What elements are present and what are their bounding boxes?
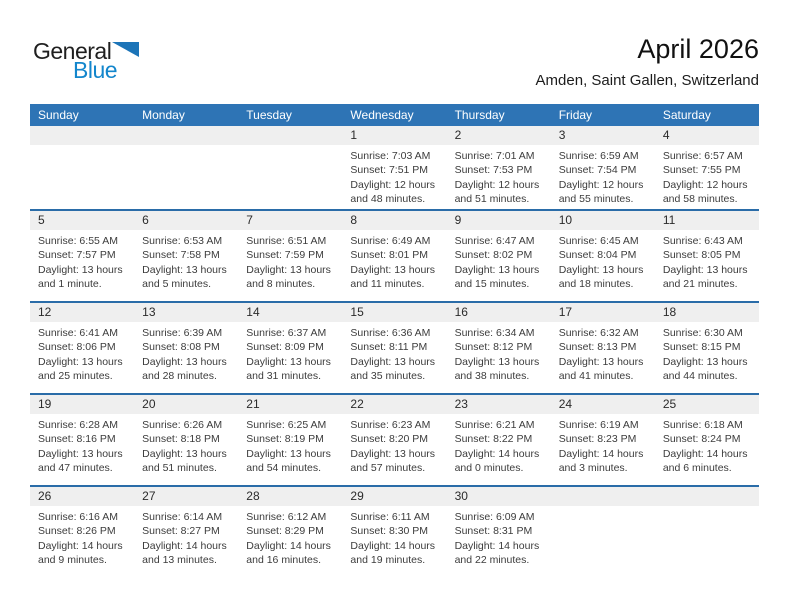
daylight-hours-text: Daylight: 14 hours [454, 539, 540, 552]
daylight-hours-text: Daylight: 14 hours [454, 447, 540, 460]
daylight-minutes-text: and 15 minutes. [454, 278, 530, 291]
daylight-minutes-text: and 35 minutes. [350, 370, 426, 383]
sunrise-text: Sunrise: 6:12 AM [246, 511, 327, 523]
sunrise-text: Sunrise: 6:32 AM [558, 327, 639, 339]
day-number: 30 [447, 487, 551, 506]
daylight-hours-text: Daylight: 12 hours [558, 178, 644, 191]
day-number: 29 [342, 487, 446, 506]
sunset-text: Sunset: 7:53 PM [454, 164, 533, 177]
daylight-hours-text: Daylight: 13 hours [350, 447, 436, 460]
day-cell [447, 211, 551, 301]
day-cell [238, 487, 342, 577]
day-cell [30, 395, 134, 485]
sunset-text: Sunset: 8:04 PM [558, 249, 637, 262]
daylight-hours-text: Daylight: 13 hours [350, 263, 436, 276]
day-number: 13 [134, 303, 238, 322]
day-number: 12 [30, 303, 134, 322]
daylight-hours-text: Daylight: 13 hours [246, 447, 331, 460]
daylight-minutes-text: and 6 minutes. [662, 462, 732, 475]
day-number: 2 [447, 126, 551, 145]
daylight-minutes-text: and 58 minutes. [662, 193, 738, 206]
sunrise-text: Sunrise: 6:21 AM [454, 419, 535, 431]
sunrise-text: Sunrise: 6:09 AM [454, 511, 535, 523]
sunrise-text: Sunrise: 6:14 AM [142, 511, 223, 523]
daylight-minutes-text: and 54 minutes. [246, 462, 321, 475]
day-number: 5 [30, 211, 134, 230]
daylight-hours-text: Daylight: 13 hours [142, 263, 227, 276]
daylight-hours-text: Daylight: 13 hours [38, 355, 123, 368]
day-cell [134, 395, 238, 485]
sunset-text: Sunset: 8:20 PM [350, 433, 429, 446]
sunrise-text: Sunrise: 6:53 AM [142, 235, 223, 247]
sunset-text: Sunset: 7:51 PM [350, 164, 429, 177]
day-number: 27 [134, 487, 238, 506]
daylight-minutes-text: and 3 minutes. [558, 462, 628, 475]
daylight-hours-text: Daylight: 12 hours [662, 178, 748, 191]
daylight-minutes-text: and 8 minutes. [246, 278, 316, 291]
daylight-hours-text: Daylight: 13 hours [142, 355, 227, 368]
day-cell [342, 126, 446, 209]
day-cell [342, 211, 446, 301]
daylight-hours-text: Daylight: 14 hours [558, 447, 644, 460]
day-cell [447, 487, 551, 577]
daylight-hours-text: Daylight: 12 hours [454, 178, 540, 191]
daylight-hours-text: Daylight: 13 hours [246, 263, 331, 276]
day-cell [342, 303, 446, 393]
sunrise-text: Sunrise: 6:41 AM [38, 327, 118, 339]
daylight-minutes-text: and 44 minutes. [662, 370, 738, 383]
daylight-hours-text: Daylight: 12 hours [350, 178, 436, 191]
logo-text-general: General [33, 38, 112, 64]
logo-text-blue: Blue [73, 57, 118, 83]
sunrise-text: Sunrise: 6:55 AM [38, 235, 118, 247]
sunrise-text: Sunrise: 6:47 AM [454, 235, 535, 247]
day-cell [551, 211, 655, 301]
daylight-minutes-text: and 28 minutes. [142, 370, 217, 383]
day-number: 15 [342, 303, 446, 322]
sunrise-text: Sunrise: 6:18 AM [662, 419, 743, 431]
daylight-hours-text: Daylight: 14 hours [662, 447, 748, 460]
sunrise-text: Sunrise: 6:11 AM [350, 511, 430, 523]
sunset-text: Sunset: 8:15 PM [662, 341, 741, 354]
week-row [30, 485, 759, 577]
daylight-minutes-text: and 19 minutes. [350, 554, 426, 567]
daylight-hours-text: Daylight: 13 hours [142, 447, 227, 460]
page-title: April 2026 [637, 34, 759, 64]
day-cell [447, 303, 551, 393]
sunrise-text: Sunrise: 6:36 AM [350, 327, 431, 339]
weekday-header [30, 104, 759, 126]
daylight-hours-text: Daylight: 13 hours [558, 263, 644, 276]
week-row [30, 301, 759, 393]
daylight-minutes-text: and 25 minutes. [38, 370, 113, 383]
weekday-saturday: Saturday [662, 108, 711, 122]
calendar [30, 104, 759, 577]
daylight-minutes-text: and 0 minutes. [454, 462, 524, 475]
sunset-text: Sunset: 8:19 PM [246, 433, 324, 446]
day-number [30, 126, 134, 145]
day-number: 10 [551, 211, 655, 230]
weekday-friday: Friday [558, 108, 593, 122]
daylight-hours-text: Daylight: 13 hours [662, 355, 748, 368]
day-number: 26 [30, 487, 134, 506]
sunset-text: Sunset: 7:58 PM [142, 249, 220, 262]
daylight-minutes-text: and 38 minutes. [454, 370, 530, 383]
day-cell [655, 303, 759, 393]
sunrise-text: Sunrise: 7:03 AM [350, 150, 431, 162]
sunrise-text: Sunrise: 7:01 AM [454, 150, 535, 162]
sunset-text: Sunset: 8:12 PM [454, 341, 533, 354]
sunset-text: Sunset: 8:05 PM [662, 249, 741, 262]
sunset-text: Sunset: 8:24 PM [662, 433, 741, 446]
day-cell [447, 126, 551, 209]
sunset-text: Sunset: 8:31 PM [454, 525, 533, 538]
day-cell [30, 126, 134, 209]
daylight-hours-text: Daylight: 14 hours [142, 539, 227, 552]
day-cell [551, 126, 655, 209]
daylight-hours-text: Daylight: 13 hours [38, 263, 123, 276]
sunrise-text: Sunrise: 6:16 AM [38, 511, 118, 523]
day-number: 19 [30, 395, 134, 414]
day-number [551, 487, 655, 506]
sunset-text: Sunset: 8:18 PM [142, 433, 220, 446]
daylight-hours-text: Daylight: 14 hours [350, 539, 436, 552]
daylight-hours-text: Daylight: 13 hours [558, 355, 644, 368]
day-number [238, 126, 342, 145]
sunset-text: Sunset: 7:54 PM [558, 164, 637, 177]
page-subtitle: Amden, Saint Gallen, Switzerland [535, 72, 759, 90]
weekday-sunday: Sunday [38, 108, 79, 122]
day-number: 25 [655, 395, 759, 414]
daylight-hours-text: Daylight: 13 hours [38, 447, 123, 460]
day-cell [238, 395, 342, 485]
daylight-minutes-text: and 57 minutes. [350, 462, 426, 475]
sunrise-text: Sunrise: 6:23 AM [350, 419, 431, 431]
day-cell [551, 395, 655, 485]
sunrise-text: Sunrise: 6:34 AM [454, 327, 535, 339]
day-cell [655, 211, 759, 301]
sunrise-text: Sunrise: 6:28 AM [38, 419, 118, 431]
daylight-minutes-text: and 48 minutes. [350, 193, 426, 206]
day-cell [551, 303, 655, 393]
day-cell [551, 487, 655, 577]
week-row [30, 393, 759, 485]
day-cell [655, 126, 759, 209]
sunrise-text: Sunrise: 6:59 AM [558, 150, 639, 162]
daylight-minutes-text: and 47 minutes. [38, 462, 113, 475]
day-number: 20 [134, 395, 238, 414]
daylight-minutes-text: and 1 minute. [38, 278, 102, 291]
day-number: 28 [238, 487, 342, 506]
daylight-hours-text: Daylight: 13 hours [350, 355, 436, 368]
day-cell [342, 395, 446, 485]
sunrise-text: Sunrise: 6:57 AM [662, 150, 743, 162]
sunset-text: Sunset: 8:08 PM [142, 341, 220, 354]
day-cell [655, 395, 759, 485]
day-cell [238, 211, 342, 301]
daylight-minutes-text: and 5 minutes. [142, 278, 212, 291]
day-number: 14 [238, 303, 342, 322]
day-number: 11 [655, 211, 759, 230]
daylight-hours-text: Daylight: 13 hours [662, 263, 748, 276]
day-number: 7 [238, 211, 342, 230]
day-cell [655, 487, 759, 577]
day-number: 6 [134, 211, 238, 230]
daylight-minutes-text: and 31 minutes. [246, 370, 321, 383]
day-cell [30, 303, 134, 393]
daylight-minutes-text: and 21 minutes. [662, 278, 738, 291]
weekday-monday: Monday [142, 108, 185, 122]
day-cell [342, 487, 446, 577]
daylight-minutes-text: and 18 minutes. [558, 278, 634, 291]
daylight-minutes-text: and 51 minutes. [142, 462, 217, 475]
day-number: 9 [447, 211, 551, 230]
daylight-minutes-text: and 41 minutes. [558, 370, 634, 383]
daylight-hours-text: Daylight: 14 hours [38, 539, 123, 552]
sunset-text: Sunset: 8:09 PM [246, 341, 324, 354]
daylight-hours-text: Daylight: 13 hours [454, 263, 540, 276]
day-number: 4 [655, 126, 759, 145]
sunset-text: Sunset: 8:11 PM [350, 341, 428, 354]
calendar-weeks [30, 126, 759, 577]
day-number: 22 [342, 395, 446, 414]
sunset-text: Sunset: 8:02 PM [454, 249, 533, 262]
general-blue-logo [33, 40, 173, 82]
sunrise-text: Sunrise: 6:45 AM [558, 235, 639, 247]
daylight-minutes-text: and 51 minutes. [454, 193, 530, 206]
day-cell [30, 211, 134, 301]
sunrise-text: Sunrise: 6:30 AM [662, 327, 743, 339]
daylight-minutes-text: and 16 minutes. [246, 554, 321, 567]
sunset-text: Sunset: 8:22 PM [454, 433, 533, 446]
daylight-hours-text: Daylight: 14 hours [246, 539, 331, 552]
sunrise-text: Sunrise: 6:25 AM [246, 419, 327, 431]
day-number: 21 [238, 395, 342, 414]
sunset-text: Sunset: 8:30 PM [350, 525, 429, 538]
sunrise-text: Sunrise: 6:39 AM [142, 327, 223, 339]
weekday-thursday: Thursday [454, 108, 505, 122]
sunset-text: Sunset: 7:57 PM [38, 249, 116, 262]
logo-triangle-icon [112, 42, 139, 57]
sunrise-text: Sunrise: 6:26 AM [142, 419, 223, 431]
day-number: 23 [447, 395, 551, 414]
day-number: 1 [342, 126, 446, 145]
daylight-minutes-text: and 55 minutes. [558, 193, 634, 206]
daylight-minutes-text: and 22 minutes. [454, 554, 530, 567]
day-number: 24 [551, 395, 655, 414]
sunset-text: Sunset: 8:27 PM [142, 525, 220, 538]
day-cell [447, 395, 551, 485]
day-number: 16 [447, 303, 551, 322]
day-number: 8 [342, 211, 446, 230]
day-cell [134, 487, 238, 577]
sunset-text: Sunset: 8:16 PM [38, 433, 116, 446]
day-number: 3 [551, 126, 655, 145]
day-cell [134, 126, 238, 209]
sunset-text: Sunset: 7:59 PM [246, 249, 324, 262]
daylight-minutes-text: and 11 minutes. [350, 278, 425, 291]
sunrise-text: Sunrise: 6:19 AM [558, 419, 639, 431]
sunrise-text: Sunrise: 6:51 AM [246, 235, 327, 247]
day-number: 18 [655, 303, 759, 322]
sunset-text: Sunset: 8:23 PM [558, 433, 637, 446]
day-cell [30, 487, 134, 577]
daylight-minutes-text: and 9 minutes. [38, 554, 107, 567]
sunset-text: Sunset: 8:13 PM [558, 341, 637, 354]
day-number [655, 487, 759, 506]
week-row [30, 209, 759, 301]
sunset-text: Sunset: 8:01 PM [350, 249, 429, 262]
day-cell [238, 126, 342, 209]
weekday-wednesday: Wednesday [350, 108, 414, 122]
weekday-tuesday: Tuesday [246, 108, 292, 122]
sunset-text: Sunset: 8:06 PM [38, 341, 116, 354]
sunrise-text: Sunrise: 6:37 AM [246, 327, 327, 339]
sunset-text: Sunset: 8:29 PM [246, 525, 324, 538]
day-cell [134, 303, 238, 393]
day-cell [134, 211, 238, 301]
daylight-hours-text: Daylight: 13 hours [246, 355, 331, 368]
daylight-hours-text: Daylight: 13 hours [454, 355, 540, 368]
day-number [134, 126, 238, 145]
sunset-text: Sunset: 7:55 PM [662, 164, 741, 177]
sunset-text: Sunset: 8:26 PM [38, 525, 116, 538]
day-number: 17 [551, 303, 655, 322]
sunrise-text: Sunrise: 6:43 AM [662, 235, 743, 247]
week-row [30, 126, 759, 209]
daylight-minutes-text: and 13 minutes. [142, 554, 217, 567]
day-cell [238, 303, 342, 393]
sunrise-text: Sunrise: 6:49 AM [350, 235, 431, 247]
